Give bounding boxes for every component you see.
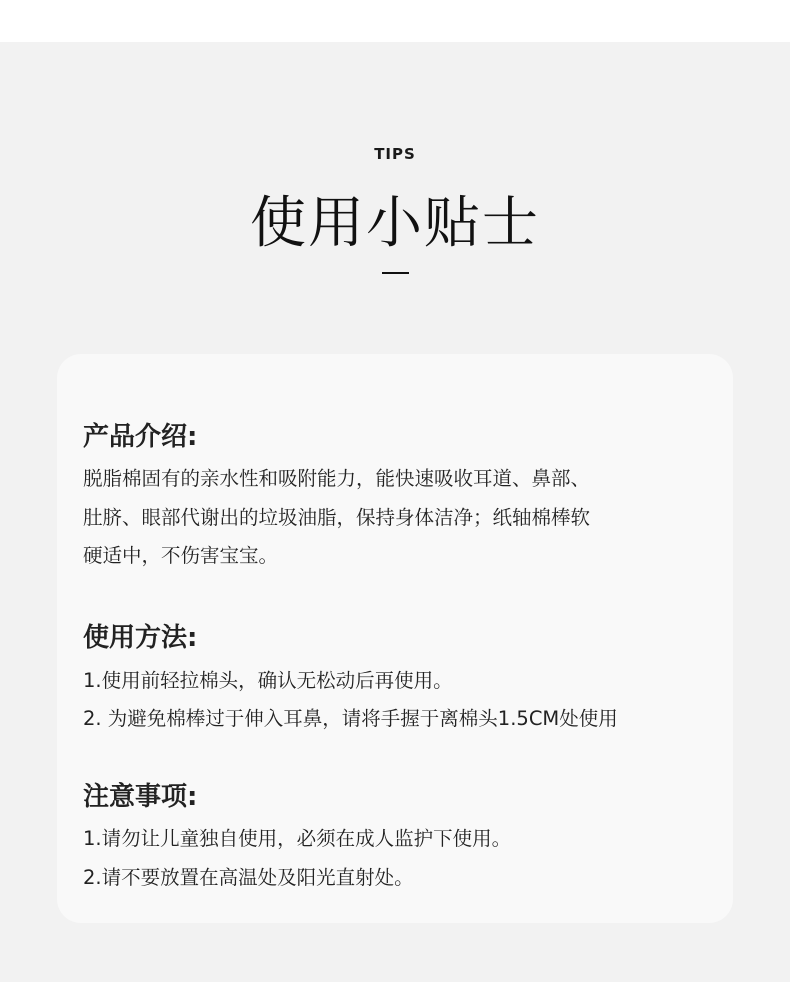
title-divider xyxy=(382,272,409,274)
page-title: 使用小贴士 xyxy=(250,191,540,256)
section-heading-intro: 产品介绍: xyxy=(83,422,198,452)
section-heading-usage: 使用方法: xyxy=(83,623,198,653)
tips-label: TIPS xyxy=(374,145,416,163)
usage-line: 2. 为避免棉棒过于伸入耳鼻，请将手握于离棉头1.5CM处使用 xyxy=(83,707,618,730)
usage-line: 1.使用前轻拉棉头，确认无松动后再使用。 xyxy=(83,669,453,692)
intro-line: 肚脐、眼部代谢出的垃圾油脂，保持身体洁净；纸轴棉棒软 xyxy=(83,506,591,529)
notes-line: 1.请勿让儿童独自使用，必须在成人监护下使用。 xyxy=(83,827,512,850)
intro-line: 脱脂棉固有的亲水性和吸附能力，能快速吸收耳道、鼻部、 xyxy=(83,467,591,490)
notes-line: 2.请不要放置在高温处及阳光直射处。 xyxy=(83,866,414,889)
section-heading-notes: 注意事项: xyxy=(83,782,198,812)
intro-line: 硬适中，不伤害宝宝。 xyxy=(83,544,279,567)
